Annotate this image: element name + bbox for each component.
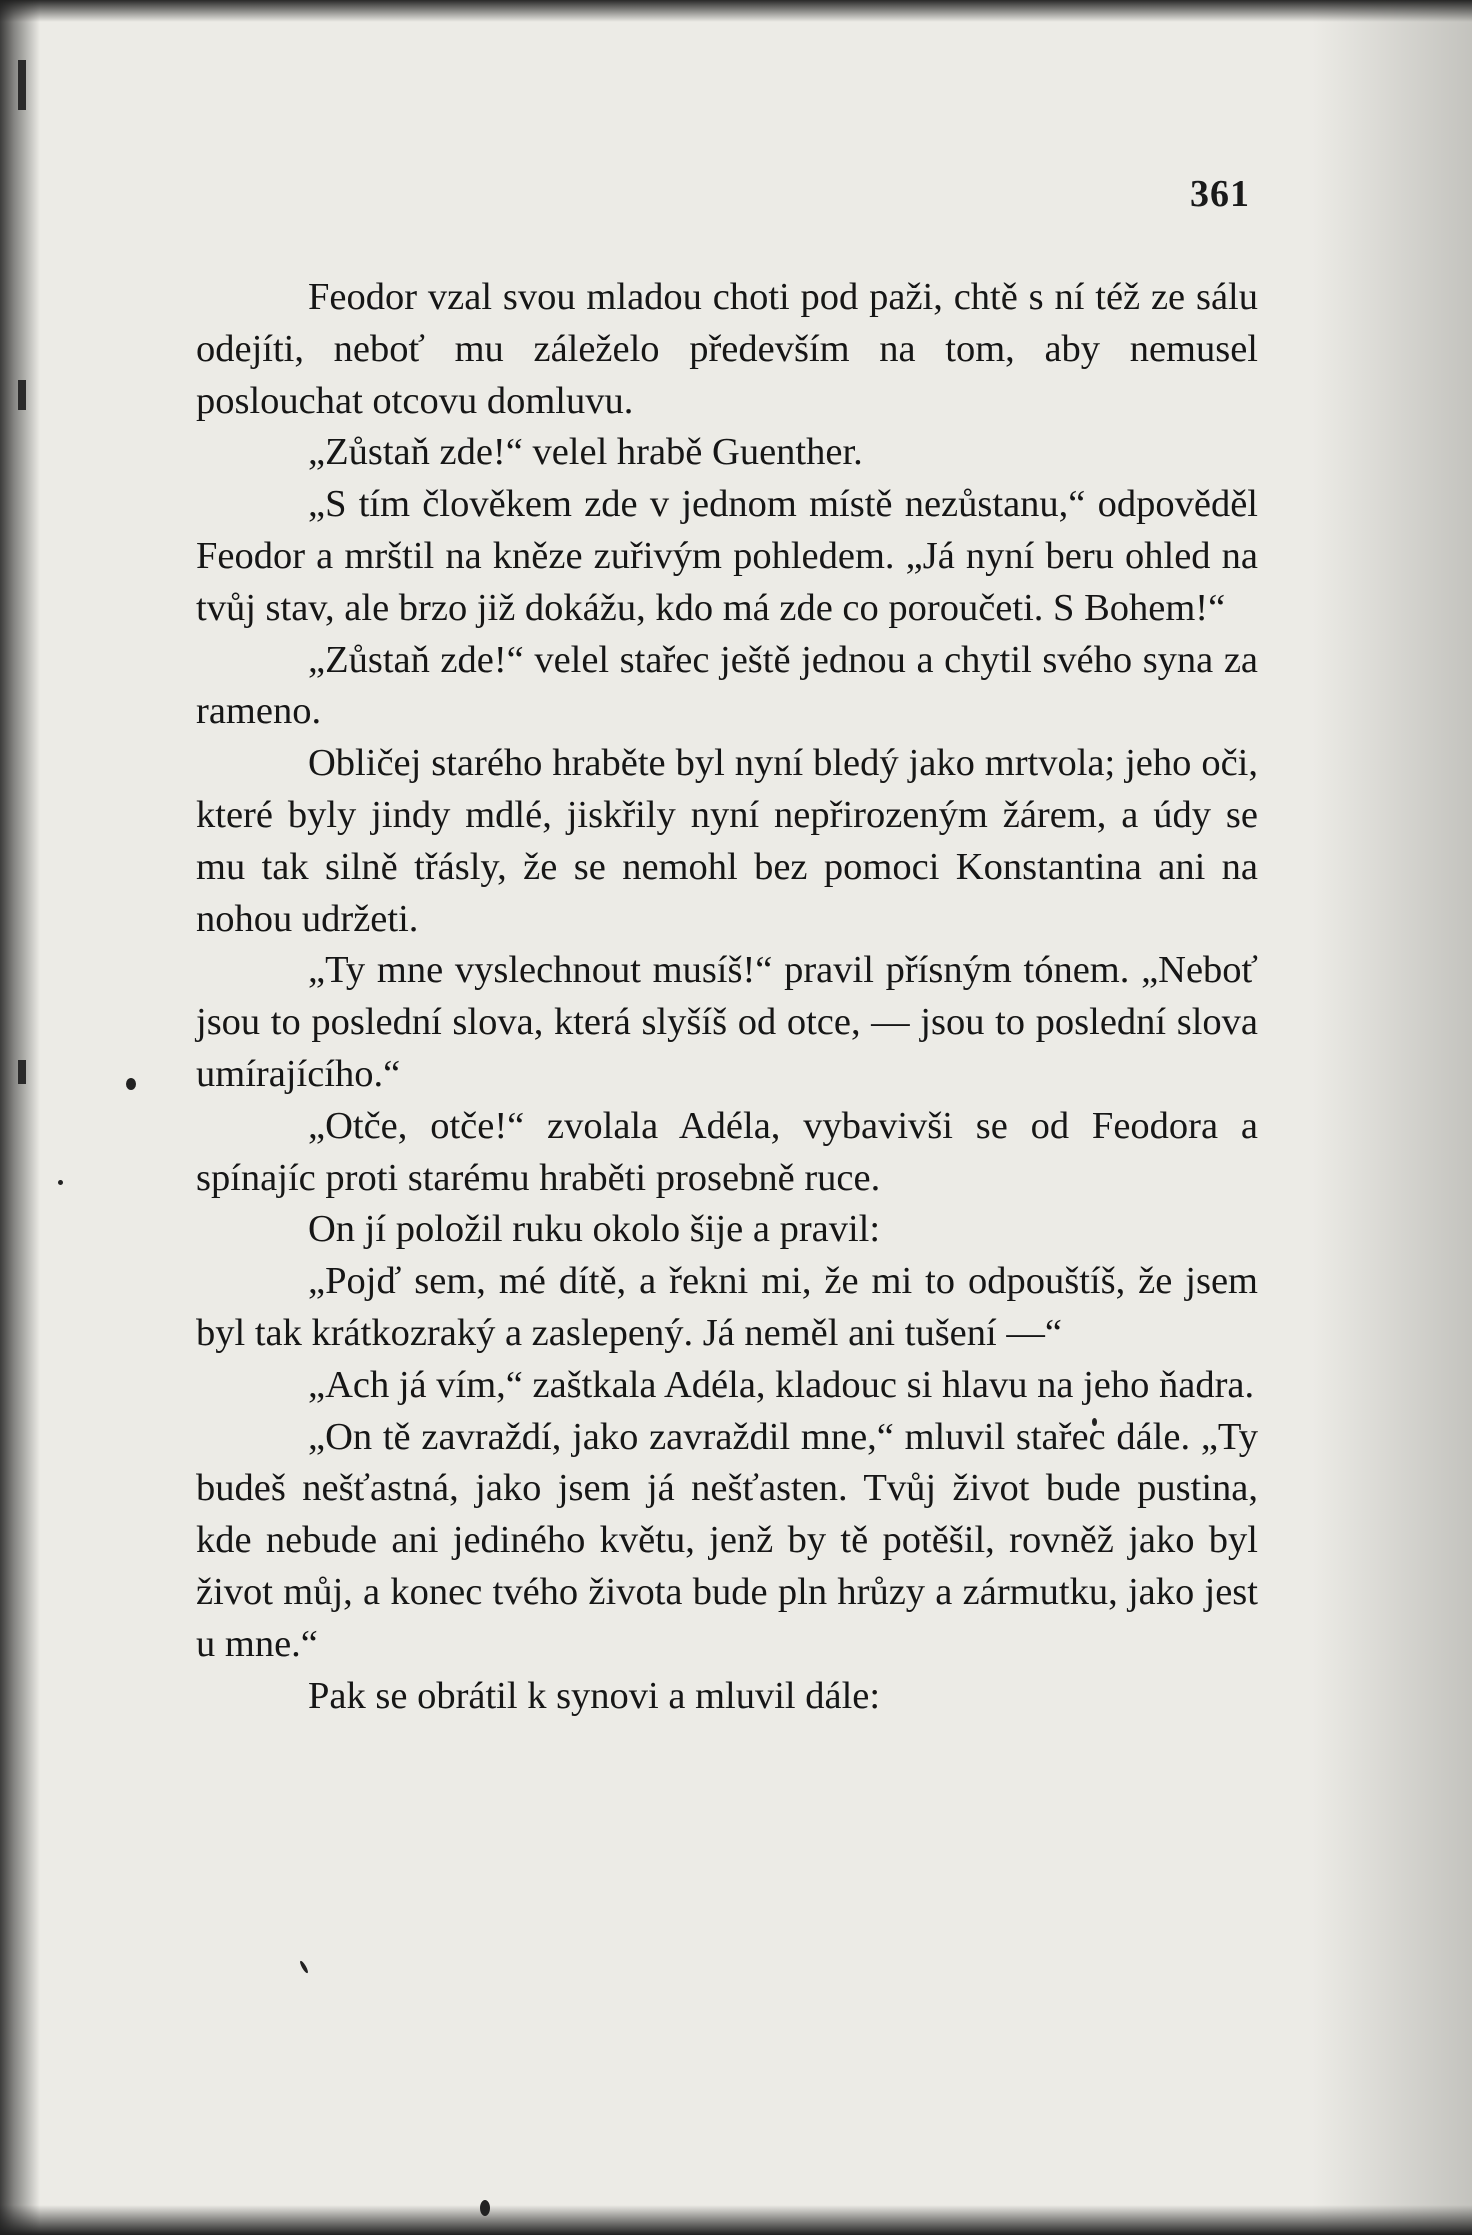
binding-edge-mark xyxy=(18,380,26,410)
paragraph: Feodor vzal svou mladou choti pod paži, chtě s ní též ze sálu odejíti, neboť mu záleželo především na tom, aby nemusel poslouchat otcovu domluvu. xyxy=(196,276,1258,422)
paragraph: „Zůstaň zde!“ velel hrabě Guenther. xyxy=(308,431,863,474)
binding-edge-mark xyxy=(18,1060,26,1084)
paragraph: On jí položil ruku okolo šije a pravil: xyxy=(308,1208,881,1251)
ink-speck xyxy=(58,1180,63,1185)
paragraph: Obličej starého hraběte byl nyní bledý jako mrtvola; jeho oči, které byly jindy mdlé, jiskřily nyní nepřirozeným žárem, a údy se mu tak silně třásly, že se nemohl bez pomoci Konstantina ani na nohou udržeti. xyxy=(196,742,1258,940)
page-number: 361 xyxy=(1190,173,1250,215)
paragraph: „S tím člověkem zde v jednom místě nezůstanu,“ odpověděl Feodor a mrštil na kněze zuřivým pohledem. „Já nyní beru ohled na tvůj stav, ale brzo již dokážu, kdo má zde co poroučeti. S Bohem!“ xyxy=(196,483,1258,629)
paragraph: „Ty mne vyslechnout musíš!“ pravil přísným tónem. „Neboť jsou to poslední slova, která slyšíš od otce, — jsou to poslední slova umírajícího.“ xyxy=(196,949,1258,1095)
ink-speck xyxy=(299,1960,309,1974)
ink-speck xyxy=(126,1078,136,1090)
paragraph: „Otče, otče!“ zvolala Adéla, vybavivši se od Feodora a spínajíc proti starému hraběti prosebně ruce. xyxy=(196,1104,1258,1199)
paragraph: „Zůstaň zde!“ velel stařec ještě jednou a chytil svého syna za rameno. xyxy=(196,638,1258,733)
paragraph: „Ach já vím,“ zaštkala Adéla, kladouc si hlavu na jeho ňadra. xyxy=(308,1363,1255,1406)
ink-speck xyxy=(480,2200,490,2216)
paragraph: „On tě zavraždí, jako zavraždil mne,“ mluvil stařec dále. „Ty budeš nešťastná, jako jsem já nešťasten. Tvůj život bude pustina, kde nebude ani jediného květu, jenž by tě potěšil, rovněž jako byl život můj, a konec tvého života bude pln hrůzy a zármutku, jako jest u mne.“ xyxy=(196,1415,1258,1665)
paragraph: Pak se obrátil k synovi a mluvil dále: xyxy=(308,1674,881,1717)
body-text xyxy=(196,272,1258,1722)
binding-edge-mark xyxy=(18,60,26,110)
paragraph: „Pojď sem, mé dítě, a řekni mi, že mi to odpouštíš, že jsem byl tak krátkozraký a zaslepený. Já neměl ani tušení —“ xyxy=(196,1260,1258,1354)
